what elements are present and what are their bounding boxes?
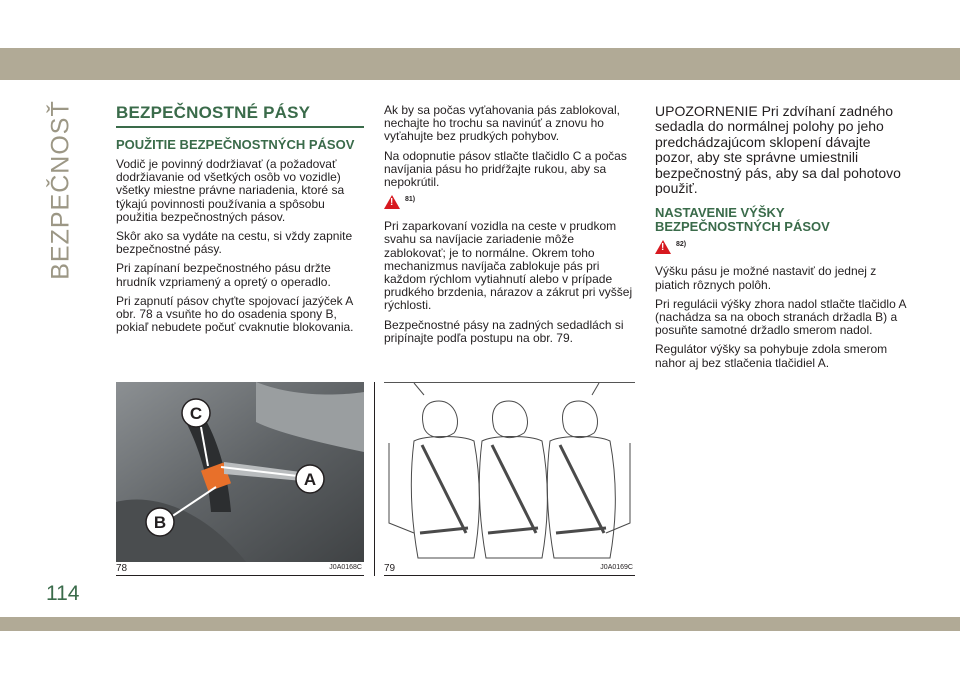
paragraph: Pri zapínaní bezpečnostného pásu držte hrudník vzpriamený a opretý o operadlo. [116,261,331,289]
label-c: C [189,404,203,423]
figure-code: J0A0168C [329,564,362,571]
footer-band [0,617,960,631]
section-tab [46,102,76,278]
column-divider [374,382,375,576]
paragraph: Pri zaparkovaní vozidla na ceste v prudkom svahu sa navíjacie zariadenie môže zablokovať; je to normálne. Okrem toho mechanizmus navíjača zablokuje pás pri každom rýchlom vytiahnutí alebo v prípade prudkého brzdenia, nárazov a zákrut pri vyššej rýchlosti. [384,219,633,313]
figure-79-drawing [384,382,635,563]
figure-code: J0A0169C [600,564,633,571]
section-title: BEZPEČNOSTNÉ PÁSY [116,103,311,122]
seat-left [411,401,479,558]
figure-78-photo [116,382,364,562]
figure-number: 79 [384,563,396,574]
figure-number: 78 [116,563,128,574]
column-1 [116,104,364,340]
warning-icon [655,240,671,254]
door-outline [389,443,414,533]
column-3 [655,104,907,376]
seat-right [547,401,615,558]
subsection-title: POUŽITIE BEZPEČNOSTNÝCH PÁSOV [116,137,355,152]
paragraph: Na odopnutie pásov stlačte tlačidlo C a počas navíjania pásu ho pridŕžajte rukou, aby sa nepokrútil. [384,148,627,190]
paragraph: Skôr ako sa vydáte na cestu, si vždy zapnite bezpečnostné pásy. [116,229,353,257]
figure-78-caption [116,563,364,576]
label-b: B [153,513,167,532]
warning-ref-number: 81) [405,196,416,204]
paragraph: Pri regulácii výšky zhora nadol stlačte tlačidlo A (nachádza sa na oboch stranách držadla B) a posuňte samotné držadlo smerom nadol. [655,296,906,338]
notice-paragraph: UPOZORNENIE Pri zdvíhaní zadného sedadla do normálnej polohy po jeho predchádzajúcom sklopení dávajte pozor, aby ste správne umiestnili bezpečnostný pás, aby sa dal pohotovo použiť. [655,103,901,197]
title-rule [116,126,364,128]
paragraph: Vodič je povinný dodržiavať (a požadovať dodržiavanie od všetkých osôb vo vozidle) všetky miestne právne nariadenia, ktoré sa týkajú povinnosti používania a spôsobu použitia bezpečnostných pásov. [116,157,345,224]
door-outline [606,443,630,533]
warning-reference [655,240,907,258]
page-number: 114 [46,582,80,605]
header-band [0,48,960,80]
figure-79-caption [384,563,635,576]
subsection-title: NASTAVENIE VÝŠKY BEZPEČNOSTNÝCH PÁSOV [655,205,830,235]
paragraph: Ak by sa počas vyťahovania pás zablokoval, nechajte ho trochu sa navinúť a znovu ho vyťahujte bez prudkých pohybov. [384,103,620,144]
warning-icon [384,195,400,209]
section-tab-label: BEZPEČNOSŤ [46,100,75,280]
seat-center [479,401,547,558]
paragraph: Výšku pásu je možné nastaviť do jednej z piatich rôznych polôh. [655,264,877,292]
paragraph: Bezpečnostné pásy na zadných sedadlách si pripínajte podľa postupu na obr. 79. [384,317,624,345]
warning-ref-number: 82) [676,241,687,249]
label-a: A [303,470,317,489]
paragraph: Pri zapnutí pásov chyťte spojovací jazýček A obr. 78 a vsuňte ho do osadenia spony B, pokiaľ nebudete počuť cvaknutie blokovania. [116,293,354,335]
roof-line [592,383,599,395]
warning-reference [384,195,634,213]
roof-line [414,383,424,395]
column-2 [384,104,634,351]
paragraph: Regulátor výšky sa pohybuje zdola smerom nahor aj bez stlačenia tlačidiel A. [655,342,888,370]
